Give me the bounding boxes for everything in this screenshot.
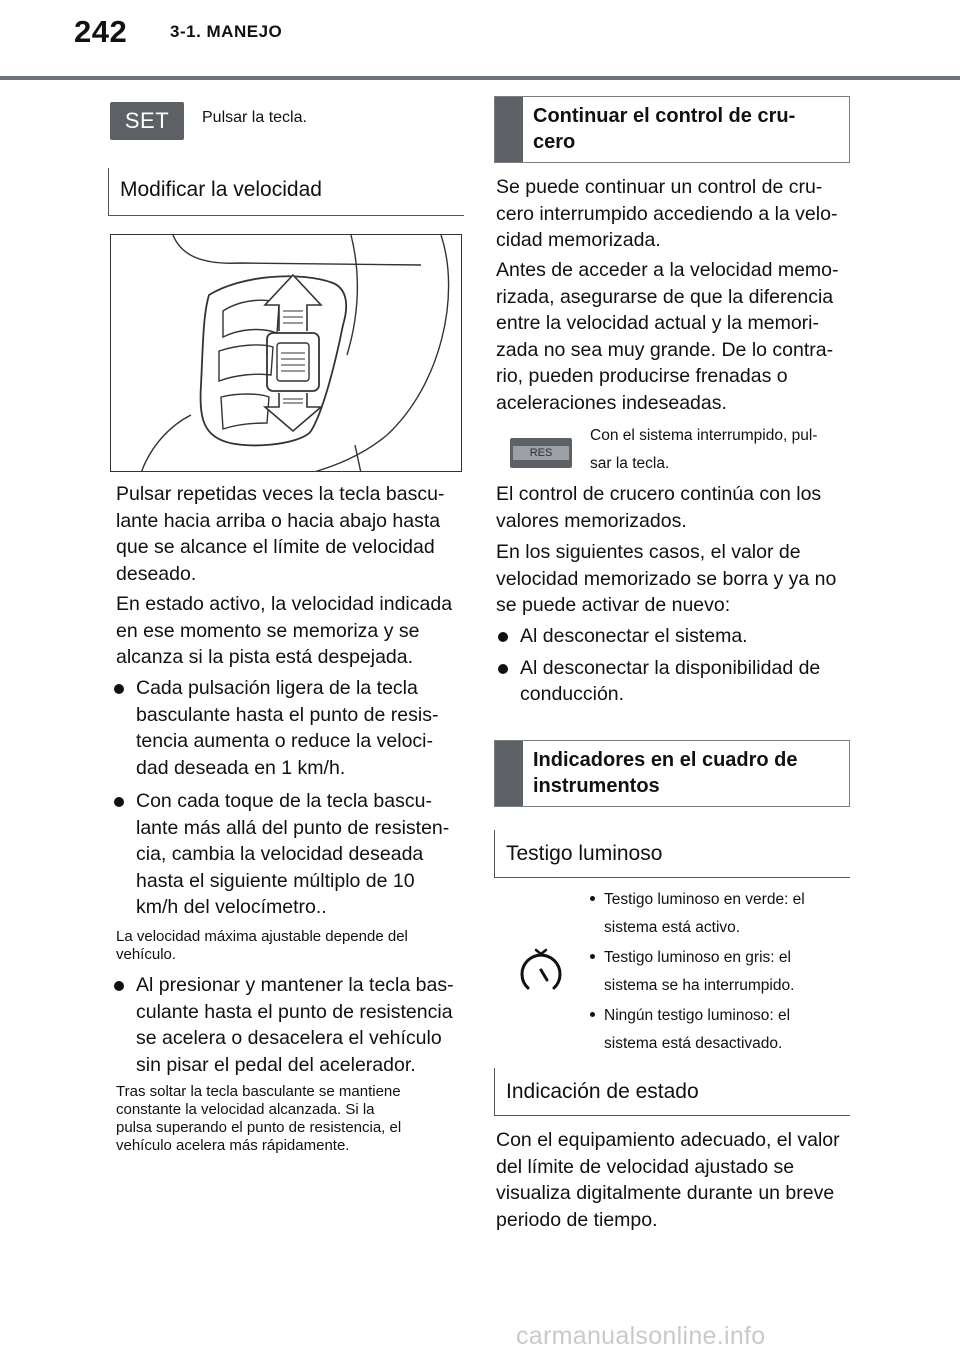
left-bullet-list-2 bbox=[110, 972, 466, 1078]
right-bullet-list bbox=[494, 623, 854, 708]
list-item: Al desconectar la disponibilidad de conducción. bbox=[494, 655, 854, 708]
chapter-title: 3-1. MANEJO bbox=[170, 22, 283, 41]
list-item: Ningún testigo luminoso: el sistema está desactivado. bbox=[588, 1002, 858, 1058]
set-instruction: Pulsar la tecla. bbox=[202, 109, 307, 126]
right-para-5: Con el equipamiento adecuado, el valor del límite de velocidad ajustado se visualiza digitalmente durante un breve periodo de tiempo. bbox=[496, 1129, 840, 1231]
left-para-1: Pulsar repetidas veces la tecla bascu- lante hacia arriba o hacia abajo hasta que se alcance el límite de velocidad deseado. bbox=[116, 483, 445, 585]
cruise-speedometer-icon bbox=[514, 944, 568, 998]
heading-modify-speed bbox=[108, 168, 464, 216]
right-para-4: En los siguientes casos, el valor de velocidad memorizado se borra y ya no se puede activar de nuevo: bbox=[496, 541, 837, 616]
heading-estado-text: Indicación de estado bbox=[506, 1080, 699, 1103]
heading-bar bbox=[495, 741, 523, 806]
left-para-2: En estado activo, la velocidad indicada en ese momento se memoriza y se alcanza si la pista está despejada. bbox=[116, 593, 453, 668]
right-para-2: Antes de acceder a la velocidad memo- rizada, asegurarse de que la diferencia entre la velocidad actual y la memori- zada no sea muy grande. De lo contra- rio, pueden producirse frenadas o aceleraciones indeseadas. bbox=[496, 259, 839, 414]
watermark: carmanualsonline.info bbox=[516, 1322, 766, 1350]
right-para-1: Se puede continuar un control de cru- cero interrumpido accediendo a la velo- cidad memorizada. bbox=[496, 176, 838, 251]
page-number: 242 bbox=[74, 14, 128, 49]
heading-indicators-text: Indicadores en el cuadro de instrumentos bbox=[533, 749, 798, 797]
list-item: Testigo luminoso en verde: el sistema está activo. bbox=[588, 886, 858, 942]
list-item: Con cada toque de la tecla bascu- lante más allá del punto de resisten- cia, cambia la velocidad deseada hasta el siguiente múltiplo de 10 km/h del velocímetro.. bbox=[110, 788, 466, 921]
heading-modify-speed-text: Modificar la velocidad bbox=[120, 178, 322, 201]
set-key-icon: SET bbox=[110, 102, 184, 140]
heading-continue-cruise bbox=[494, 96, 850, 163]
heading-testigo-text: Testigo luminoso bbox=[506, 842, 663, 865]
heading-estado bbox=[494, 1068, 850, 1116]
list-item: Al desconectar el sistema. bbox=[494, 623, 854, 650]
header-rule bbox=[0, 76, 960, 80]
list-item: Testigo luminoso en gris: el sistema se ha interrumpido. bbox=[588, 944, 858, 1000]
heading-testigo bbox=[494, 830, 850, 878]
list-item: Cada pulsación ligera de la tecla basculante hasta el punto de resis- tencia aumenta o reduce la veloci- dad deseada en 1 km/h. bbox=[110, 675, 466, 781]
left-bullet-list bbox=[110, 675, 466, 921]
left-note-1: La velocidad máxima ajustable depende del vehículo. bbox=[116, 928, 408, 963]
steering-wheel-figure bbox=[110, 234, 462, 472]
rocker-switch-illustration bbox=[111, 235, 462, 472]
left-note-2: Tras soltar la tecla basculante se mantiene constante la velocidad alcanzada. Si la pulsa superando el punto de resistencia, el vehículo acelera más rápidamente. bbox=[116, 1083, 402, 1154]
heading-continue-cruise-text: Continuar el control de cru- cero bbox=[533, 105, 796, 153]
right-para-3: El control de crucero continúa con los valores memorizados. bbox=[496, 483, 822, 532]
testigo-list bbox=[588, 886, 858, 1058]
list-item: Al presionar y mantener la tecla bas- culante hasta el punto de resistencia se acelera o desacelera el vehículo sin pisar el pedal del acelerador. bbox=[110, 972, 466, 1078]
heading-bar bbox=[495, 97, 523, 162]
res-instruction: Con el sistema interrumpido, pul- sar la tecla. bbox=[590, 427, 818, 472]
res-key-label: RES bbox=[513, 446, 569, 460]
res-key-icon bbox=[510, 438, 572, 468]
heading-indicators bbox=[494, 740, 850, 807]
